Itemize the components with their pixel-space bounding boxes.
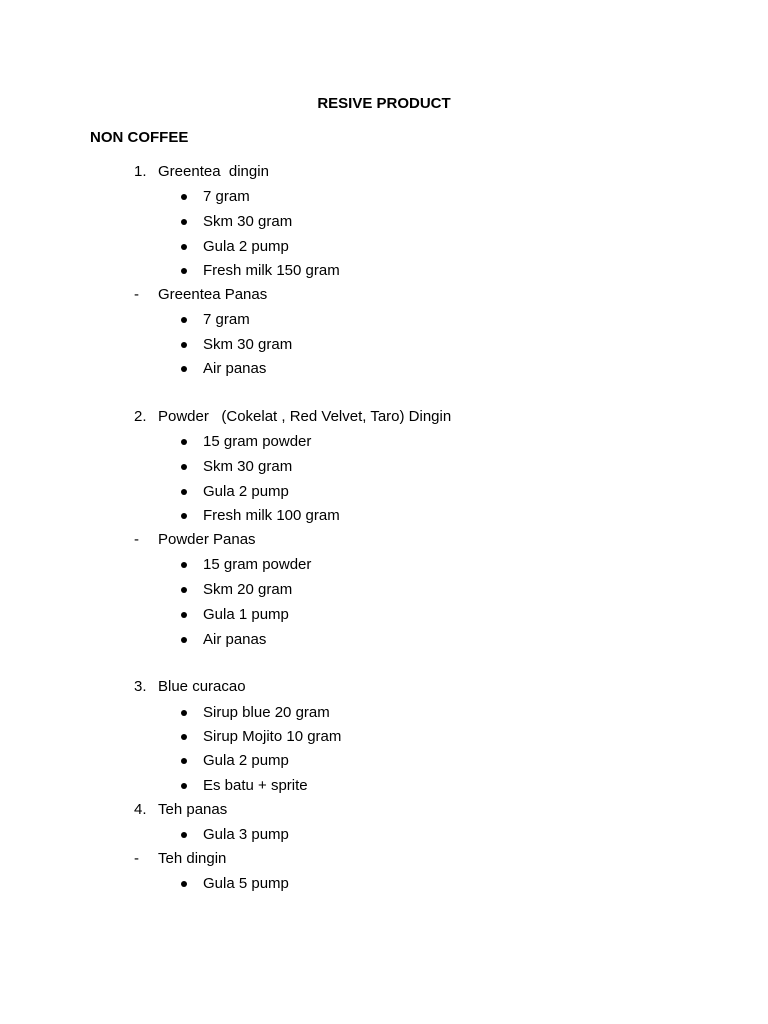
ingredient: Gula 2 pump	[203, 752, 289, 769]
bullet-icon	[181, 783, 187, 789]
list-marker: -	[134, 286, 139, 303]
ingredient: Fresh milk 150 gram	[203, 262, 340, 279]
ingredient: Air panas	[203, 631, 267, 648]
list-item-label: Teh dingin	[158, 850, 227, 867]
document-title: RESIVE PRODUCT	[317, 95, 451, 112]
bullet-icon	[181, 587, 187, 593]
bullet-icon	[181, 881, 187, 887]
bullet-icon	[181, 268, 187, 274]
bullet-icon	[181, 637, 187, 643]
list-item-label: Greentea dingin	[158, 163, 269, 180]
ingredient: Air panas	[203, 360, 267, 377]
bullet-icon	[181, 366, 187, 372]
bullet-icon	[181, 439, 187, 445]
bullet-icon	[181, 464, 187, 470]
bullet-icon	[181, 489, 187, 495]
bullet-icon	[181, 244, 187, 250]
bullet-icon	[181, 832, 187, 838]
ingredient: Skm 20 gram	[203, 581, 293, 598]
ingredient: 7 gram	[203, 311, 250, 328]
ingredient: Skm 30 gram	[203, 213, 293, 230]
list-marker: 2.	[134, 408, 147, 425]
section-heading: NON COFFEE	[90, 129, 189, 146]
ingredient: Gula 2 pump	[203, 238, 289, 255]
ingredient: Skm 30 gram	[203, 458, 293, 475]
ingredient: Sirup blue 20 gram	[203, 704, 330, 721]
list-item-label: Teh panas	[158, 801, 228, 818]
list-item-label: Blue curacao	[158, 678, 246, 695]
list-item-label: Greentea Panas	[158, 286, 268, 303]
ingredient: Sirup Mojito 10 gram	[203, 728, 342, 745]
list-marker: -	[134, 531, 139, 548]
list-marker: -	[134, 850, 139, 867]
list-item-label: Powder (Cokelat , Red Velvet, Taro) Dingin	[158, 408, 452, 425]
ingredient: Gula 1 pump	[203, 606, 289, 623]
list-marker: 3.	[134, 678, 147, 695]
ingredient: Fresh milk 100 gram	[203, 507, 340, 524]
bullet-icon	[181, 219, 187, 225]
ingredient: Gula 2 pump	[203, 483, 289, 500]
list-marker: 1.	[134, 163, 147, 180]
ingredient: Es batu + sprite	[203, 777, 308, 794]
ingredient: 15 gram powder	[203, 433, 312, 450]
bullet-icon	[181, 612, 187, 618]
bullet-icon	[181, 513, 187, 519]
ingredient: Gula 3 pump	[203, 826, 289, 843]
list-marker: 4.	[134, 801, 147, 818]
bullet-icon	[181, 734, 187, 740]
list-item-label: Powder Panas	[158, 531, 256, 548]
bullet-icon	[181, 562, 187, 568]
ingredient: 15 gram powder	[203, 556, 312, 573]
bullet-icon	[181, 194, 187, 200]
bullet-icon	[181, 710, 187, 716]
ingredient: Gula 5 pump	[203, 875, 289, 892]
bullet-icon	[181, 758, 187, 764]
bullet-icon	[181, 317, 187, 323]
bullet-icon	[181, 342, 187, 348]
ingredient: 7 gram	[203, 188, 250, 205]
ingredient: Skm 30 gram	[203, 336, 293, 353]
